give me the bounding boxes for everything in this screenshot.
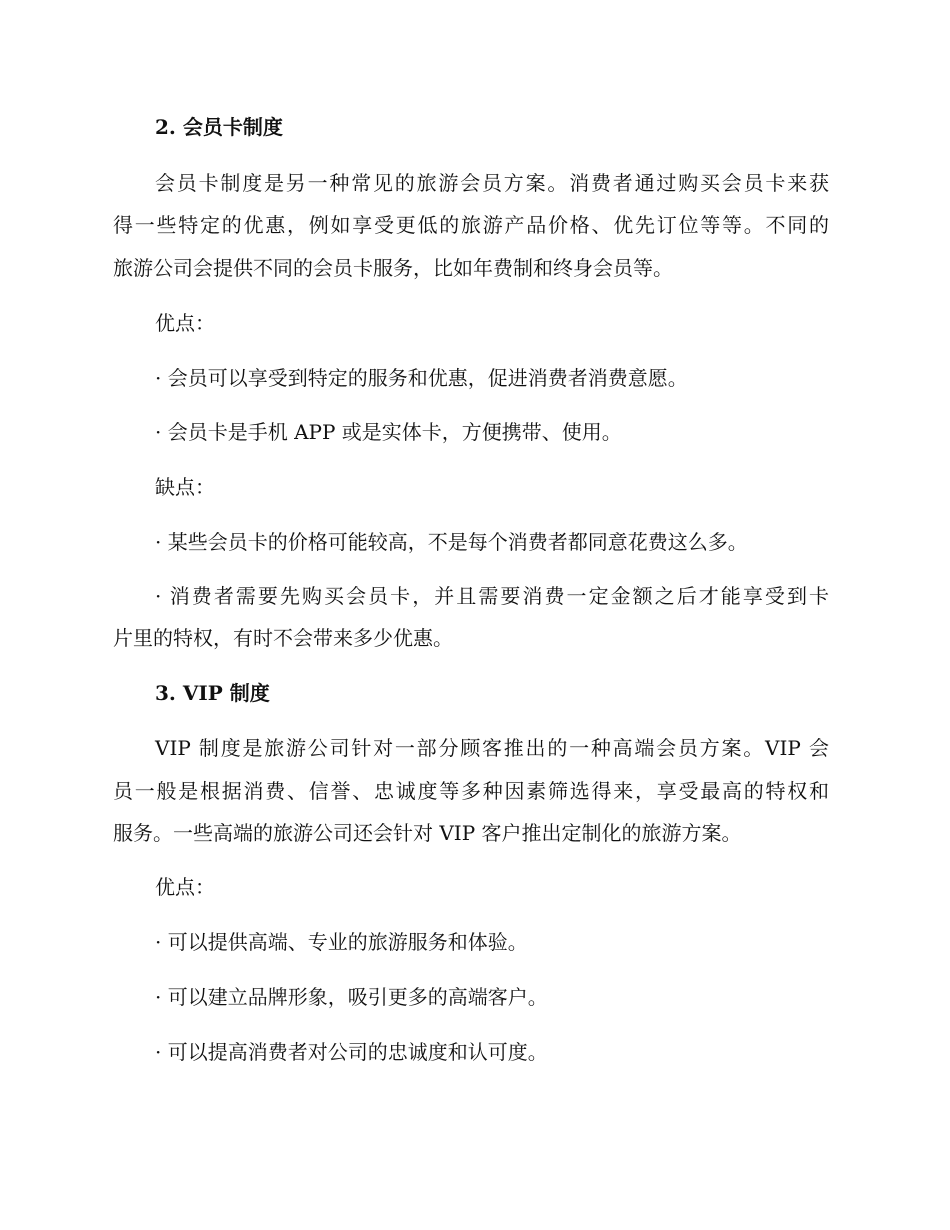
paragraph-line: 服务。一些高端的旅游公司还会针对 VIP 客户推出定制化的旅游方案。 xyxy=(113,821,742,845)
list-item: · 会员可以享受到特定的服务和优惠，促进消费者消费意愿。 xyxy=(155,366,688,390)
list-item: · 可以提供高端、专业的旅游服务和体验。 xyxy=(155,930,528,954)
paragraph-line: 会员卡制度是另一种常见的旅游会员方案。消费者通过购买会员卡来获 xyxy=(155,171,829,195)
list-item: · 可以提高消费者对公司的忠诚度和认可度。 xyxy=(155,1040,548,1064)
list-item: · 可以建立品牌形象，吸引更多的高端客户。 xyxy=(155,985,548,1009)
section-heading: 3. VIP 制度 xyxy=(155,681,270,705)
cons-label: 缺点： xyxy=(155,475,215,499)
pros-label: 优点： xyxy=(155,875,215,899)
paragraph-line: 得一些特定的优惠，例如享受更低的旅游产品价格、优先订位等等。不同的 xyxy=(113,213,829,237)
pros-label: 优点： xyxy=(155,311,215,335)
list-item: · 某些会员卡的价格可能较高，不是每个消费者都同意花费这么多。 xyxy=(155,530,748,554)
paragraph-line: 员一般是根据消费、信誉、忠诚度等多种因素筛选得来，享受最高的特权和 xyxy=(113,779,829,803)
list-item: · 消费者需要先购买会员卡，并且需要消费一定金额之后才能享受到卡 xyxy=(155,584,829,608)
paragraph-line: 旅游公司会提供不同的会员卡服务，比如年费制和终身会员等。 xyxy=(113,256,673,280)
list-item: · 会员卡是手机 APP 或是实体卡，方便携带、使用。 xyxy=(155,420,622,444)
section-heading: 2. 会员卡制度 xyxy=(155,115,283,139)
paragraph-line: VIP 制度是旅游公司针对一部分顾客推出的一种高端会员方案。VIP 会 xyxy=(155,736,829,760)
list-item-continuation: 片里的特权，有时不会带来多少优惠。 xyxy=(113,626,453,650)
